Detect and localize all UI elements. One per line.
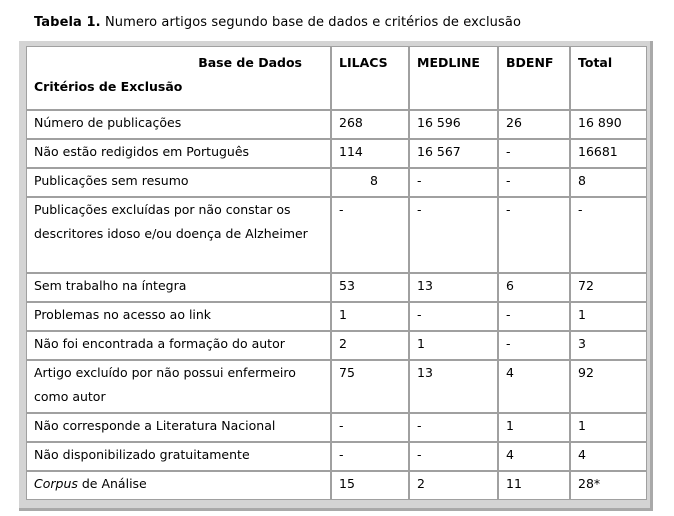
table-row (26, 360, 647, 413)
row-label: Número de publicações (26, 110, 331, 139)
cell-total: 92 (570, 360, 647, 413)
cell-total: 8 (570, 168, 647, 197)
table-row (26, 139, 647, 168)
cell-bdenf: - (498, 168, 570, 197)
table-caption (34, 15, 521, 30)
cell-bdenf: - (498, 197, 570, 273)
cell-lilacs: 53 (331, 273, 409, 302)
cell-total: 16681 (570, 139, 647, 168)
row-label: Artigo excluído por não possui enfermeiro como autor (26, 360, 331, 413)
row-label: Sem trabalho na íntegra (26, 273, 331, 302)
row-label: Não corresponde a Literatura Nacional (26, 413, 331, 442)
header-col-total: Total (570, 46, 647, 110)
table-row (26, 168, 647, 197)
table-frame (19, 41, 653, 511)
cell-bdenf: 6 (498, 273, 570, 302)
cell-total: 1 (570, 302, 647, 331)
cell-bdenf: - (498, 139, 570, 168)
cell-medline: - (409, 442, 498, 471)
table-header-row (26, 46, 647, 110)
cell-medline: - (409, 168, 498, 197)
cell-lilacs (331, 168, 409, 197)
cell-medline: 1 (409, 331, 498, 360)
cell-bdenf: - (498, 331, 570, 360)
row-label-rest: de Análise (77, 476, 147, 491)
table-row (26, 442, 647, 471)
cell-medline: 16 596 (409, 110, 498, 139)
table-row (26, 471, 647, 500)
row-label: Publicações excluídas por não constar os descritores idoso e/ou doença de Alzheimer (26, 197, 331, 273)
cell-bdenf: 1 (498, 413, 570, 442)
cell-lilacs: 2 (331, 331, 409, 360)
cell-total: 16 890 (570, 110, 647, 139)
cell-lilacs: 75 (331, 360, 409, 413)
header-col-medline: MEDLINE (409, 46, 498, 110)
cell-total: 4 (570, 442, 647, 471)
cell-bdenf: 11 (498, 471, 570, 500)
table-row (26, 331, 647, 360)
cell-total: 1 (570, 413, 647, 442)
table-row (26, 302, 647, 331)
cell-bdenf: - (498, 302, 570, 331)
table-row (26, 197, 647, 273)
cell-lilacs: 15 (331, 471, 409, 500)
table-row (26, 413, 647, 442)
cell-total: 3 (570, 331, 647, 360)
row-label: Publicações sem resumo (26, 168, 331, 197)
row-label: Não disponibilizado gratuitamente (26, 442, 331, 471)
cell-medline: - (409, 302, 498, 331)
cell-medline: 2 (409, 471, 498, 500)
caption-text: Numero artigos segundo base de dados e critérios de exclusão (100, 15, 521, 30)
caption-label: Tabela 1. (34, 15, 101, 30)
cell-medline: 13 (409, 273, 498, 302)
row-label: Não estão redigidos em Português (26, 139, 331, 168)
cell-medline: 16 567 (409, 139, 498, 168)
cell-bdenf: 4 (498, 442, 570, 471)
row-label-italic: Corpus (34, 476, 78, 491)
row-label: Problemas no acesso ao link (26, 302, 331, 331)
cell-medline: 13 (409, 360, 498, 413)
header-base-label: Base de Dados (198, 55, 302, 70)
cell-total: - (570, 197, 647, 273)
cell-medline: - (409, 413, 498, 442)
cell-lilacs: 1 (331, 302, 409, 331)
header-criteria-label: Critérios de Exclusão (34, 79, 183, 94)
header-col-lilacs: LILACS (331, 46, 409, 110)
cell-lilacs: 268 (331, 110, 409, 139)
cell-lilacs-value: 8 (370, 173, 378, 188)
row-label: Não foi encontrada a formação do autor (26, 331, 331, 360)
cell-lilacs: - (331, 413, 409, 442)
cell-lilacs: - (331, 197, 409, 273)
cell-total: 72 (570, 273, 647, 302)
table-row (26, 273, 647, 302)
cell-lilacs: 114 (331, 139, 409, 168)
exclusion-table (26, 46, 647, 500)
cell-bdenf: 4 (498, 360, 570, 413)
row-label (26, 471, 331, 500)
cell-lilacs: - (331, 442, 409, 471)
cell-total: 28* (570, 471, 647, 500)
table-row (26, 110, 647, 139)
cell-bdenf: 26 (498, 110, 570, 139)
cell-medline: - (409, 197, 498, 273)
header-criteria-cell (26, 46, 331, 110)
header-col-bdenf: BDENF (498, 46, 570, 110)
